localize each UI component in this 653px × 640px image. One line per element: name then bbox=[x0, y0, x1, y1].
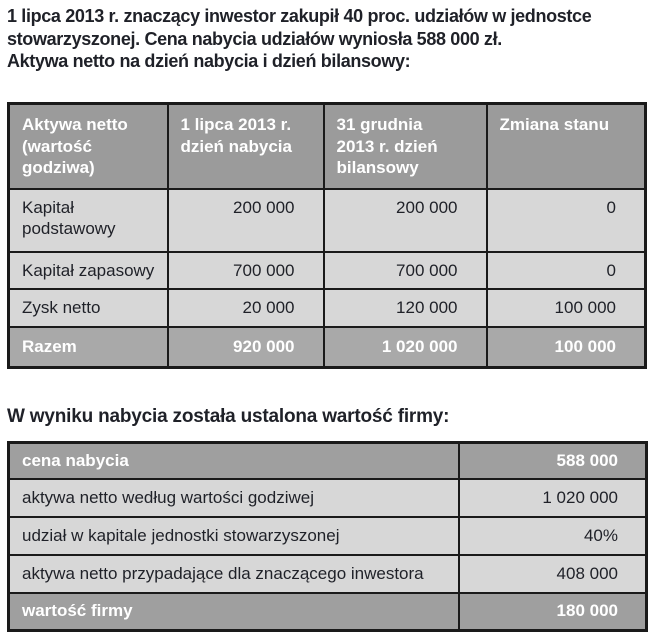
net-assets-table bbox=[7, 102, 647, 369]
cell-value: 180 000 bbox=[459, 593, 647, 631]
cell-value: 1 020 000 bbox=[459, 479, 647, 517]
row-label: Kapitał zapasowy bbox=[9, 252, 168, 289]
intro-line-2: stowarzyszonej. Cena nabycia udziałów wyniosła 588 000 zł. bbox=[7, 28, 502, 49]
cell-value: 0 bbox=[487, 252, 646, 289]
intro-line-1: 1 lipca 2013 r. znaczący inwestor zakupił 40 proc. udziałów w jednostce bbox=[7, 6, 592, 26]
goodwill-table bbox=[7, 441, 648, 632]
table-row-purchase-price bbox=[9, 443, 647, 479]
table-row-total bbox=[9, 327, 646, 368]
row-label: wartość firmy bbox=[9, 593, 459, 631]
intro-paragraph bbox=[7, 5, 591, 73]
cell-value: 120 000 bbox=[324, 289, 487, 327]
header-change: Zmiana stanu bbox=[487, 104, 646, 189]
goodwill-section-title: W wyniku nabycia została ustalona wartość firmy: bbox=[7, 406, 450, 427]
row-label: udział w kapitale jednostki stowarzyszonej bbox=[9, 517, 459, 555]
table-row-capital-share bbox=[9, 517, 647, 555]
header-balance-date: 31 grudnia 2013 r. dzień bilansowy bbox=[324, 104, 487, 189]
table-row-investor-net-assets bbox=[9, 555, 647, 593]
cell-value: 408 000 bbox=[459, 555, 647, 593]
total-label: Razem bbox=[9, 327, 168, 368]
table-row-goodwill bbox=[9, 593, 647, 631]
header-net-assets: Aktywa netto (wartość godziwa) bbox=[9, 104, 168, 189]
row-label: aktywa netto przypadające dla znaczącego inwestora bbox=[9, 555, 459, 593]
net-assets-table-title: Aktywa netto na dzień nabycia i dzień bilansowy: bbox=[7, 51, 411, 71]
table-row-net-assets-fair-value bbox=[9, 479, 647, 517]
cell-value: 700 000 bbox=[168, 252, 324, 289]
row-label: Kapitał podstawowy bbox=[9, 189, 168, 252]
cell-value: 200 000 bbox=[324, 189, 487, 252]
cell-value: 0 bbox=[487, 189, 646, 252]
row-label: Zysk netto bbox=[9, 289, 168, 327]
cell-value: 200 000 bbox=[168, 189, 324, 252]
total-value: 100 000 bbox=[487, 327, 646, 368]
total-value: 1 020 000 bbox=[324, 327, 487, 368]
table-row-share-capital bbox=[9, 189, 646, 252]
row-label: aktywa netto według wartości godziwej bbox=[9, 479, 459, 517]
cell-value: 100 000 bbox=[487, 289, 646, 327]
table-row-reserve-capital bbox=[9, 252, 646, 289]
cell-value: 700 000 bbox=[324, 252, 487, 289]
total-value: 920 000 bbox=[168, 327, 324, 368]
net-assets-header-row bbox=[9, 104, 646, 189]
table-row-net-profit bbox=[9, 289, 646, 327]
cell-value: 588 000 bbox=[459, 443, 647, 479]
cell-value: 20 000 bbox=[168, 289, 324, 327]
row-label: cena nabycia bbox=[9, 443, 459, 479]
header-acquisition-date: 1 lipca 2013 r. dzień nabycia bbox=[168, 104, 324, 189]
cell-value: 40% bbox=[459, 517, 647, 555]
